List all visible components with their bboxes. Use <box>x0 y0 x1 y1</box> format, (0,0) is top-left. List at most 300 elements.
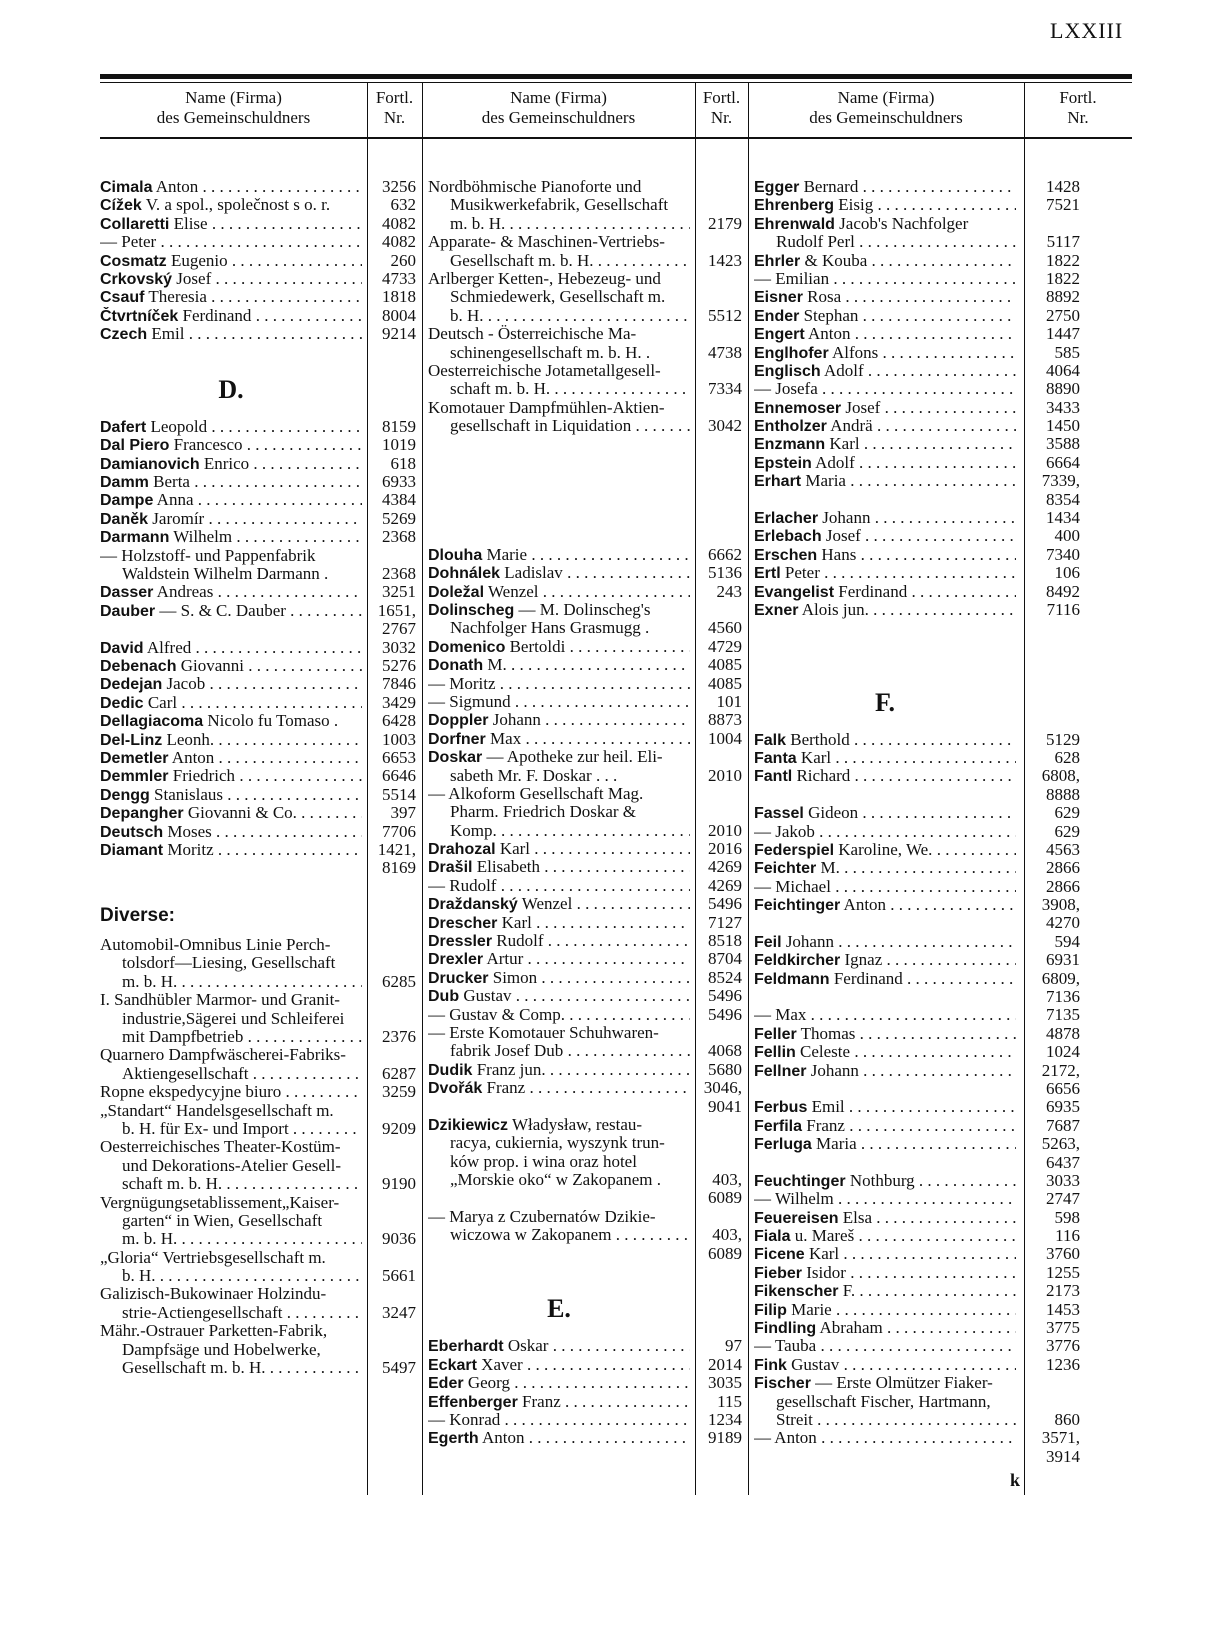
entry-number: 2747 <box>1046 1189 1080 1209</box>
register-entry <box>428 1393 742 1411</box>
entry-name <box>754 583 1016 602</box>
column-divider <box>422 83 423 1495</box>
register-entry <box>100 252 416 270</box>
entry-number: 2866 <box>1046 858 1080 878</box>
entry-detail: Simon <box>488 968 538 987</box>
entry-detail: Stanislaus <box>149 785 223 804</box>
register-entry <box>100 675 416 693</box>
register-entry <box>754 601 1080 619</box>
entry-detail: Anton <box>478 1429 525 1448</box>
entry-name <box>450 1153 690 1171</box>
register-entry <box>100 1322 416 1340</box>
register-entry <box>428 730 742 748</box>
entry-name <box>100 749 362 768</box>
entry-number: 7334 <box>708 379 742 399</box>
entry-number: 6287 <box>382 1063 416 1083</box>
entry-detail: b. H. für Ex- und Import <box>122 1119 289 1138</box>
entry-detail: Gustav <box>786 1355 840 1374</box>
spacer <box>754 656 1080 674</box>
register-entry <box>754 509 1080 527</box>
entry-name <box>122 1304 362 1322</box>
entry-detail: V. a spol., společnost s o. r. <box>141 196 331 215</box>
entry-detail: Alfred <box>143 638 192 657</box>
entry-detail: fabrik Josef Dub <box>450 1042 564 1061</box>
entry-number: 2376 <box>382 1027 416 1047</box>
entry-number: 3046, <box>703 1078 742 1098</box>
register-entry <box>100 510 416 528</box>
entry-detail: Moritz <box>163 840 214 859</box>
entry-name <box>754 731 1016 750</box>
entry-number: 4064 <box>1046 360 1080 380</box>
entry-number: 598 <box>1054 1207 1080 1227</box>
entry-detail: Andreas <box>153 583 214 602</box>
entry-name <box>428 564 690 583</box>
entry-number: 6656 <box>1046 1078 1080 1098</box>
entry-detail: Gustav <box>459 987 512 1006</box>
register-entry <box>754 1117 1080 1135</box>
register-entry <box>754 399 1080 417</box>
entry-detail: Thomas <box>796 1024 856 1043</box>
register-entry <box>100 639 416 657</box>
entry-detail: Anton <box>804 325 851 344</box>
entry-name <box>754 1282 1016 1301</box>
entry-detail: Ferdinand <box>834 582 908 601</box>
entry-detail: Karl <box>495 840 531 859</box>
entry-number: 3776 <box>1046 1336 1080 1356</box>
entry-detail: Schmiedewerk, Gesellschaft m. <box>450 288 666 307</box>
name-header: Name (Firma) des Gemeinschuldners <box>481 88 636 127</box>
entry-surname: Ferfila <box>754 1117 803 1135</box>
entry-surname: Feller <box>754 1025 797 1043</box>
entry-detail: Karl <box>825 435 860 454</box>
entry-detail: Wenzel <box>517 895 573 914</box>
register-entry <box>428 252 742 270</box>
entry-name <box>122 973 362 991</box>
entry-number: 3032 <box>382 637 416 657</box>
entry-name <box>776 1393 1016 1411</box>
entry-detail: Karl <box>497 913 532 932</box>
entry-name <box>450 1226 690 1244</box>
entry-name <box>754 823 1016 841</box>
entry-number: 628 <box>1054 747 1080 767</box>
entry-detail: Maria <box>801 472 846 491</box>
entry-surname: Falk <box>754 731 787 749</box>
entry-surname: Feichter <box>754 860 817 878</box>
register-entry <box>100 804 416 822</box>
entry-detail: Bernard <box>799 178 859 196</box>
entry-surname: Čtvrtníček <box>100 307 179 325</box>
entry-detail: Karl <box>804 1245 840 1264</box>
entry-name <box>100 823 362 842</box>
register-entry <box>100 1267 416 1285</box>
register-entry <box>428 307 742 325</box>
entry-number: 1434 <box>1046 508 1080 528</box>
register-entry <box>100 1285 416 1303</box>
register-column-2 <box>428 178 742 1448</box>
entry-number: 7521 <box>1046 195 1080 215</box>
entry-detail: Waldstein Wilhelm Darmann . <box>122 565 329 584</box>
entry-number: 6428 <box>382 711 416 731</box>
register-entry <box>100 1212 416 1230</box>
entry-name <box>100 436 362 455</box>
register-entry <box>428 638 742 656</box>
entry-number: 6089 <box>708 1243 742 1263</box>
entry-detail: — Max <box>754 1006 807 1025</box>
register-entry <box>428 675 742 693</box>
entry-name <box>754 399 1016 418</box>
entry-detail: Adolf <box>820 361 864 380</box>
entry-name <box>450 1171 690 1189</box>
entry-surname: Fellin <box>754 1044 796 1062</box>
entry-name <box>100 270 362 289</box>
entry-surname: Findling <box>754 1320 817 1338</box>
entry-name <box>100 767 362 786</box>
entry-surname: Dressler <box>428 933 493 951</box>
entry-number: 3251 <box>382 582 416 602</box>
entry-number: 8492 <box>1046 581 1080 601</box>
entry-surname: Dedic <box>100 694 144 712</box>
entry-name <box>100 307 362 326</box>
entry-surname: Drexler <box>428 951 484 969</box>
entry-name <box>100 1285 362 1303</box>
entry-number: 8518 <box>708 931 742 951</box>
entry-surname: Exner <box>754 601 799 619</box>
entry-detail: Johann <box>806 1061 859 1080</box>
entry-surname: Collaretti <box>100 215 170 233</box>
register-entry <box>100 233 416 251</box>
entry-number: 2750 <box>1046 305 1080 325</box>
entry-number: 3042 <box>708 416 742 436</box>
entry-number: 4729 <box>708 636 742 656</box>
register-entry <box>428 1134 742 1152</box>
entry-name <box>100 1083 362 1101</box>
entry-surname: Epstein <box>754 454 812 472</box>
entry-name <box>100 252 362 271</box>
entry-number: 8704 <box>708 949 742 969</box>
entry-name <box>428 1393 690 1412</box>
entry-name <box>428 1429 690 1448</box>
entry-surname: Feichtinger <box>754 897 841 915</box>
entry-surname: Dampe <box>100 492 154 510</box>
entry-number: 6662 <box>708 544 742 564</box>
spacer <box>428 491 742 509</box>
register-entry <box>100 436 416 454</box>
entry-number: 3247 <box>382 1302 416 1322</box>
entry-name <box>754 252 1016 271</box>
entry-number: 4733 <box>382 268 416 288</box>
entry-detail: Elisabeth <box>472 858 540 877</box>
entry-detail: Rosa <box>802 288 842 307</box>
register-entry <box>100 767 416 785</box>
entry-detail: Isidor <box>802 1263 846 1282</box>
entry-name <box>754 527 1016 546</box>
entry-surname: Ferluga <box>754 1136 812 1154</box>
register-entry <box>428 288 742 306</box>
entry-name <box>754 564 1016 583</box>
register-entry <box>428 601 742 619</box>
register-entry <box>100 215 416 233</box>
entry-name <box>754 1098 1016 1117</box>
entry-detail: Automobil-Omnibus Linie Perch- <box>100 936 331 955</box>
entry-name <box>122 1157 362 1175</box>
register-entry <box>428 1429 742 1447</box>
entry-surname: Feil <box>754 933 782 951</box>
entry-number: 8524 <box>708 967 742 987</box>
register-entry <box>754 841 1080 859</box>
register-entry <box>100 1010 416 1028</box>
entry-number: 2010 <box>708 765 742 785</box>
entry-detail: — Peter <box>100 233 157 252</box>
entry-number: 101 <box>716 691 742 711</box>
entry-surname: Depangher <box>100 805 184 823</box>
entry-number: 7687 <box>1046 1115 1080 1135</box>
entry-name <box>754 951 1016 970</box>
register-entry <box>100 749 416 767</box>
entry-detail: Josef <box>821 527 861 546</box>
register-entry <box>754 1209 1080 1227</box>
entry-name <box>754 896 1016 915</box>
entry-name <box>754 1062 1016 1081</box>
entry-detail: mit Dampfbetrieb <box>122 1028 244 1047</box>
register-entry <box>754 731 1080 749</box>
entry-number: 632 <box>390 195 416 215</box>
entry-name <box>754 344 1016 363</box>
entry-surname: Eisner <box>754 289 803 307</box>
entry-name <box>428 638 690 657</box>
entry-number: 5263, <box>1041 1134 1080 1154</box>
entry-name <box>754 601 1016 620</box>
register-entry <box>428 362 742 380</box>
register-entry <box>428 1337 742 1355</box>
entry-detail: Franz <box>517 1392 561 1411</box>
name-header: Name (Firma) des Gemeinschuldners <box>809 88 963 127</box>
entry-surname: Demmler <box>100 768 169 786</box>
entry-surname: Engert <box>754 326 805 344</box>
entry-name <box>100 1102 362 1120</box>
entry-detail: industrie,Sägerei und Schleiferei <box>122 1009 345 1028</box>
register-entry <box>428 1208 742 1226</box>
entry-name <box>754 472 1016 491</box>
entry-name <box>122 1359 362 1377</box>
entry-name <box>428 1024 690 1042</box>
entry-name <box>754 1319 1016 1338</box>
entry-detail: „Morskie oko“ w Zakopanem . <box>450 1171 662 1190</box>
entry-number: 2368 <box>382 564 416 584</box>
register-entry <box>100 991 416 1009</box>
entry-surname: Donath <box>428 657 484 675</box>
spacer <box>428 527 742 545</box>
entry-name <box>428 730 690 749</box>
entry-number: 860 <box>1054 1410 1080 1429</box>
entry-name <box>754 1429 1016 1447</box>
entry-detail: Leopold <box>146 417 208 436</box>
entry-detail: racya, cukiernia, wyszynk trun- <box>450 1134 665 1153</box>
entry-number: 5129 <box>1046 729 1080 749</box>
register-entry <box>428 1226 742 1244</box>
entry-surname: Deutsch <box>100 823 164 841</box>
entry-detail: — Erste Komotauer Schuhwaren- <box>428 1023 659 1042</box>
entry-detail: — Apotheke zur heil. Eli- <box>482 748 663 767</box>
entry-name <box>754 1264 1016 1283</box>
entry-name <box>428 546 690 565</box>
entry-number: 1004 <box>708 728 742 748</box>
entry-detail: Moses <box>163 822 212 841</box>
entry-surname: Dengg <box>100 786 150 804</box>
entry-number: 9209 <box>382 1118 416 1138</box>
entry-detail: — M. Dolinscheg's <box>514 600 651 619</box>
entry-name <box>100 528 362 547</box>
register-entry <box>754 878 1080 896</box>
entry-surname: Erschen <box>754 546 818 564</box>
register-entry <box>754 252 1080 270</box>
entry-detail: Nordböhmische Pianoforte und <box>428 178 642 196</box>
register-entry <box>100 1175 416 1193</box>
entry-detail: „Gloria“ Vertriebsgesellschaft m. <box>100 1248 326 1267</box>
entry-surname: Dorfner <box>428 730 486 748</box>
entry-name <box>754 1301 1016 1320</box>
register-entry <box>754 1154 1080 1172</box>
entry-detail: m. b. H. <box>122 972 178 991</box>
register-entry <box>428 1245 742 1263</box>
entry-number: 1428 <box>1046 177 1080 196</box>
entry-number: 2173 <box>1046 1281 1080 1301</box>
entry-name <box>100 418 362 437</box>
entry-number: 7135 <box>1046 1005 1080 1025</box>
register-entry <box>428 711 742 729</box>
entry-name <box>100 325 362 344</box>
entry-surname: Erlacher <box>754 510 819 528</box>
entry-name <box>100 602 362 621</box>
entry-name <box>754 178 1016 197</box>
entry-surname: Dedejan <box>100 676 163 694</box>
entry-number: 116 <box>1055 1226 1080 1246</box>
entry-detail: Gesellschaft m. b. H. <box>122 1359 266 1378</box>
spacer <box>428 472 742 490</box>
entry-surname: Fantl <box>754 768 793 786</box>
entry-detail: Artur <box>483 950 524 969</box>
entry-detail: sabeth Mr. F. Doskar . . . <box>450 766 618 785</box>
entry-detail: — Moritz <box>428 674 496 693</box>
entry-number: 115 <box>717 1391 742 1411</box>
register-entry <box>754 749 1080 767</box>
entry-surname: Cosmatz <box>100 252 167 270</box>
entry-name <box>122 1010 362 1028</box>
entry-number: 397 <box>390 803 416 823</box>
entry-name <box>754 1190 1016 1208</box>
entry-detail: Ignaz <box>840 951 883 970</box>
entry-name <box>100 936 362 954</box>
entry-detail: Hans <box>817 545 857 564</box>
entry-detail: Ropne ekspedycyjne biuro <box>100 1083 282 1102</box>
spacer <box>428 1263 742 1281</box>
entry-number: 6935 <box>1046 1097 1080 1117</box>
entry-number: 8169 <box>382 858 416 878</box>
register-entry <box>428 785 742 803</box>
entry-number: 5276 <box>382 655 416 675</box>
entry-number: 6437 <box>1046 1152 1080 1172</box>
entry-name <box>100 215 362 234</box>
register-entry <box>428 1006 742 1024</box>
entry-detail: gesellschaft Fischer, Hartmann, <box>776 1392 991 1411</box>
entry-name <box>122 565 362 583</box>
entry-detail: — Emilian <box>754 269 830 288</box>
entry-number: 1003 <box>382 729 416 749</box>
entry-number: 6808, <box>1041 766 1080 786</box>
entry-surname: Fikenscher <box>754 1283 839 1301</box>
entry-number: 7846 <box>382 674 416 694</box>
register-entry <box>428 987 742 1005</box>
page-number: LXXIII <box>1050 18 1124 43</box>
section-letter-heading: D. <box>218 374 244 404</box>
entry-detail: Alois jun. <box>798 600 869 619</box>
register-entry <box>754 435 1080 453</box>
entry-name <box>450 344 690 362</box>
entry-surname: Ficene <box>754 1246 805 1264</box>
entry-detail: Celeste <box>795 1043 851 1062</box>
entry-name <box>450 252 690 270</box>
entry-name <box>754 1227 1016 1246</box>
entry-detail: Rudolf Perl <box>776 233 855 252</box>
entry-number: 8004 <box>382 305 416 325</box>
register-entry <box>428 1042 742 1060</box>
entry-detail: — Rudolf <box>428 876 497 895</box>
entry-detail: Władysław, restau- <box>508 1115 643 1134</box>
entry-number: 8159 <box>382 416 416 436</box>
register-entry <box>100 565 416 583</box>
entry-name <box>428 693 690 711</box>
entry-detail: Max <box>485 729 522 748</box>
entry-number: 1453 <box>1046 1299 1080 1319</box>
entry-name <box>450 767 690 785</box>
entry-number: 1236 <box>1046 1354 1080 1374</box>
register-entry <box>754 583 1080 601</box>
entry-detail: — Anton <box>754 1429 817 1448</box>
entry-number: 6809, <box>1041 968 1080 988</box>
entry-detail: u. Mareš <box>790 1227 855 1246</box>
entry-detail: F. <box>838 1282 856 1301</box>
entry-surname: Englisch <box>754 362 821 380</box>
register-entry <box>428 914 742 932</box>
register-entry <box>754 1172 1080 1190</box>
register-entry <box>100 1359 416 1377</box>
entry-name <box>754 933 1016 952</box>
register-entry <box>100 1194 416 1212</box>
register-entry <box>428 417 742 435</box>
entry-number: 7127 <box>708 912 742 932</box>
entry-surname: Feuereisen <box>754 1209 839 1227</box>
register-entry <box>428 399 742 417</box>
entry-number: 4560 <box>708 618 742 638</box>
entry-number: 3429 <box>382 692 416 712</box>
entry-name <box>428 1374 690 1393</box>
entry-number: 2010 <box>708 820 742 840</box>
register-entry <box>428 656 742 674</box>
register-entry <box>754 1282 1080 1300</box>
entry-detail: — Gustav & Comp. <box>428 1005 565 1024</box>
entry-name <box>428 1356 690 1375</box>
entry-name <box>100 547 362 565</box>
entry-name <box>100 233 362 251</box>
entry-surname: Fiala <box>754 1228 791 1246</box>
entry-surname: Dolinscheg <box>428 601 515 619</box>
entry-name <box>428 325 690 343</box>
register-entry <box>754 178 1080 196</box>
entry-detail: Vergnügungsetablissement„Kaiser- <box>100 1193 340 1212</box>
entry-number: 4270 <box>1046 913 1080 933</box>
entry-surname: Fieber <box>754 1264 803 1282</box>
entry-name <box>450 307 690 325</box>
register-entry <box>428 858 742 876</box>
